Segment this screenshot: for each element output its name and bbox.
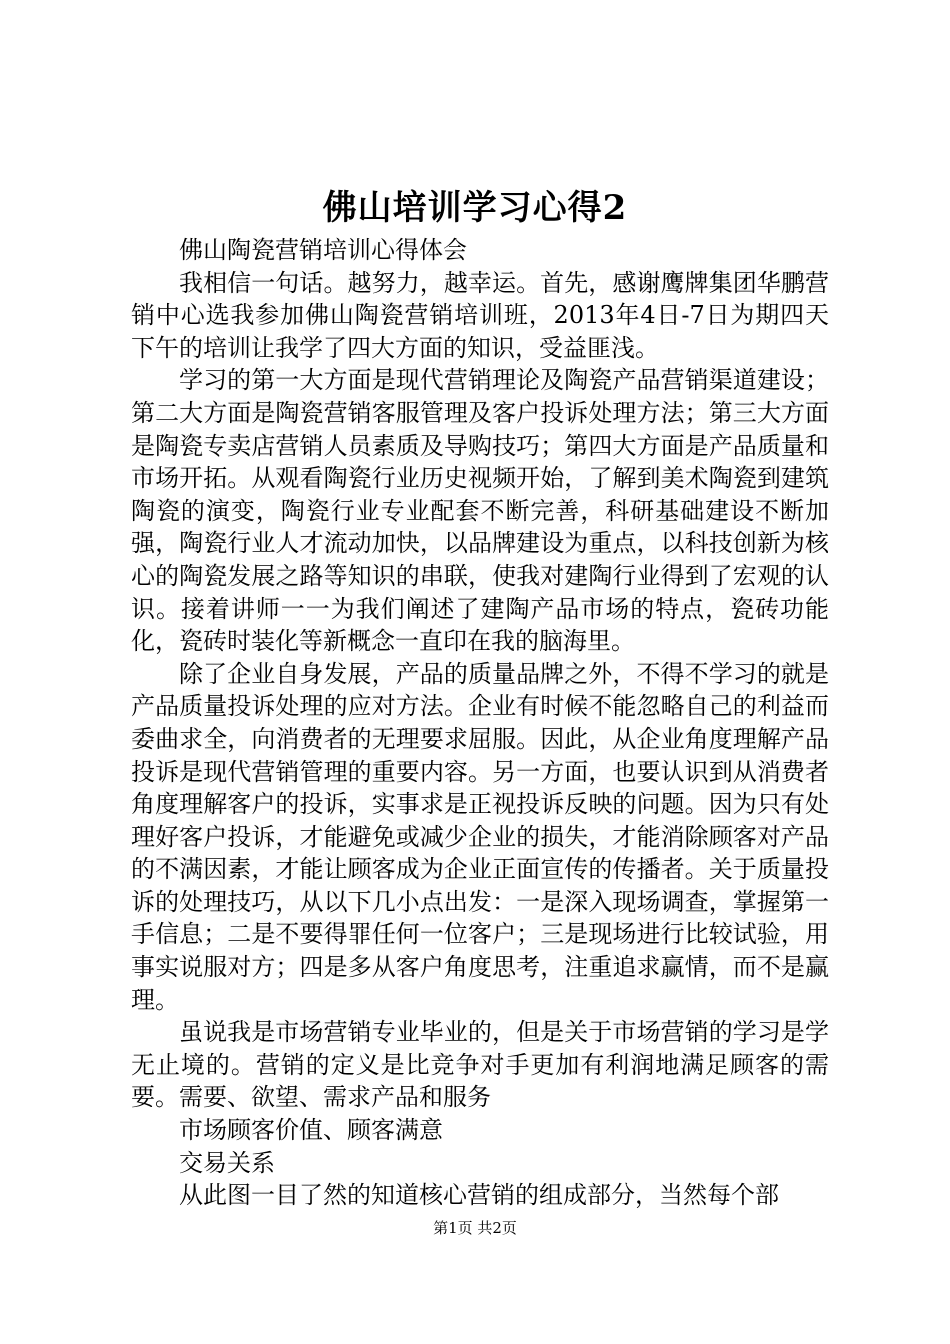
paragraph-customer-value: 市场顾客价值、顾客满意 — [179, 1116, 443, 1145]
paragraph-marketing-definition: 虽说我是市场营销专业毕业的，但是关于市场营销的学习是学无止境的。营销的定义是比竞争对手更加有利润地满足顾客的需要。需要、欲望、需求产品和服务 — [131, 1018, 829, 1112]
document-body — [131, 234, 829, 1212]
paragraph-transaction: 交易关系 — [179, 1148, 275, 1177]
paragraph-complaint-handling: 除了企业自身发展，产品的质量品牌之外，不得不学习的就是产品质量投诉处理的应对方法。企业有时候不能忽略自己的利益而委曲求全，向消费者的无理要求屈服。因此，从企业角度理解产品投诉是现代营销管理的重要内容。另一方面，也要认识到从消费者角度理解客户的投诉，实事求是正视投诉反映的问题。因为只有处理好客户投诉，才能避免或减少企业的损失，才能消除顾客对产品的不满因素，才能让顾客成为企业正面宣传的传播者。关于质量投诉的处理技巧，从以下几小点出发：一是深入现场调查，掌握第一手信息；二是不要得罪任何一位客户；三是现场进行比较试验，用事实说服对方；四是多从客户角度思考，注重追求赢情，而不是赢理。 — [131, 659, 829, 1014]
paragraph-four-aspects: 学习的第一大方面是现代营销理论及陶瓷产品营销渠道建设；第二大方面是陶瓷营销客服管理及客户投诉处理方法；第三大方面是陶瓷专卖店营销人员素质及导购技巧；第四大方面是产品质量和市场开拓。从观看陶瓷行业历史视频开始，了解到美术陶瓷到建筑陶瓷的演变，陶瓷行业专业配套不断完善，科研基础建设不断加强，陶瓷行业人才流动加快，以品牌建设为重点，以科技创新为核心的陶瓷发展之路等知识的串联，使我对建陶行业得到了宏观的认识。接着讲师一一为我们阐述了建陶产品市场的特点，瓷砖功能化，瓷砖时装化等新概念一直印在我的脑海里。 — [131, 366, 829, 656]
page-number-footer: 第1页 共2页 — [433, 1219, 517, 1237]
paragraph-core-marketing: 从此图一目了然的知道核心营销的组成部分，当然每个部 — [179, 1181, 779, 1210]
document-title: 佛山培训学习心得2 — [322, 188, 628, 228]
paragraph-intro: 我相信一句话。越努力，越幸运。首先，感谢鹰牌集团华鹏营销中心选我参加佛山陶瓷营销培训班，2013年4日-7日为期四天下午的培训让我学了四大方面的知识，受益匪浅。 — [131, 268, 829, 362]
paragraph-subtitle: 佛山陶瓷营销培训心得体会 — [179, 236, 467, 264]
